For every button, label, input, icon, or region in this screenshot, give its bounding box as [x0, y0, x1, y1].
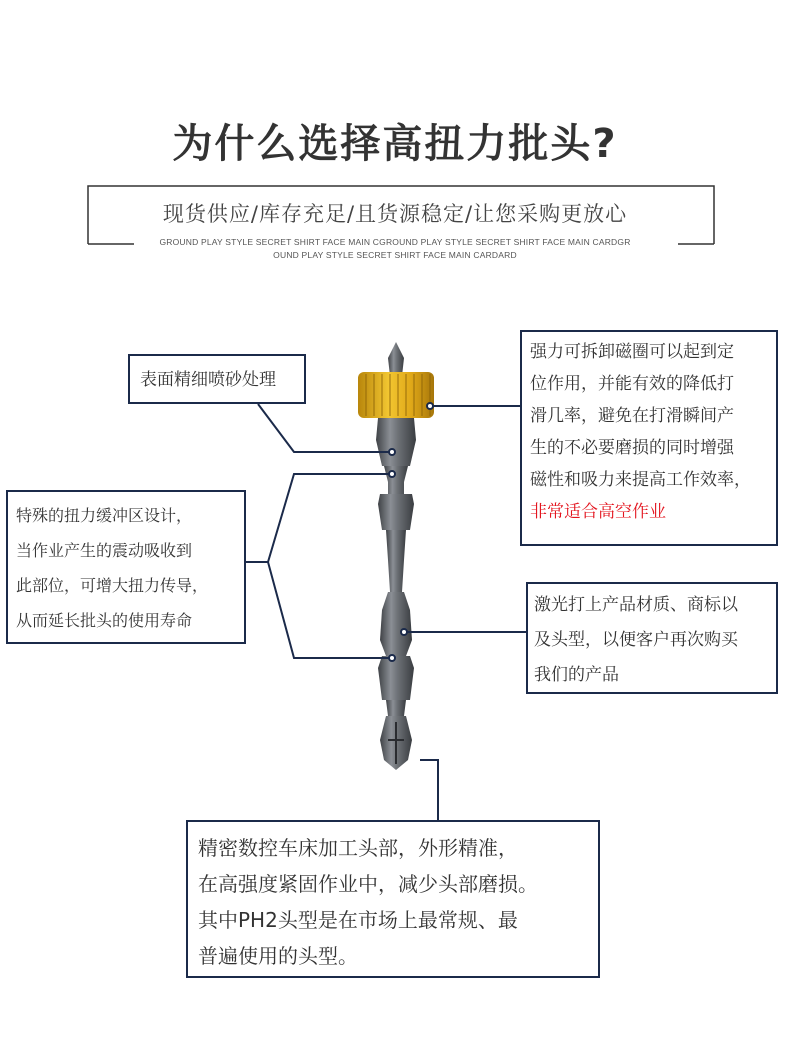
- callout-text: 特殊的扭力缓冲区设计，: [16, 506, 193, 525]
- callout-text: 磁性和吸力来提高工作效率，: [530, 470, 751, 490]
- screwdriver-bit-illustration: [358, 342, 434, 770]
- english-tagline: [150, 236, 640, 262]
- page-subtitle: 现货供应/库存充足/且货源稳定/让您采购更放心: [162, 202, 628, 226]
- callout-text: 当作业产生的震动吸收到: [16, 541, 193, 560]
- callout-text: 精密数控车床加工头部，外形精准，: [198, 836, 518, 860]
- callout-text: 强力可拆卸磁圈可以起到定: [530, 342, 734, 362]
- callout-text: 生的不必要磨损的同时增强: [530, 438, 734, 458]
- callout-text: 激光打上产品材质、商标以: [534, 595, 738, 615]
- page-title: 为什么选择高扭力批头?: [172, 121, 618, 167]
- callout-text: 在高强度紧固作业中，减少头部磨损。: [198, 872, 538, 896]
- callout-text: 普遍使用的头型。: [198, 944, 358, 968]
- callout-laser: [526, 582, 778, 694]
- callout-magnet: [520, 330, 778, 546]
- callout-highlight: 非常适合高空作业: [530, 502, 666, 522]
- callout-text: 我们的产品: [534, 665, 619, 685]
- callout-text: 及头型，以便客户再次购买: [534, 630, 738, 650]
- callout-text: 位作用，并能有效的降低打: [530, 374, 734, 394]
- callout-sandblast: [128, 354, 306, 404]
- english-tagline-line-2: OUND PLAY STYLE SECRET SHIRT FACE MAIN CARDARD: [273, 250, 517, 260]
- callout-text: 从而延长批头的使用寿命: [16, 611, 193, 630]
- callout-text: 滑几率，避免在打滑瞬间产: [530, 406, 734, 426]
- callout-cnc-head: [186, 820, 600, 978]
- callout-torsion: [6, 490, 246, 644]
- callout-text: 此部位，可增大扭力传导，: [16, 576, 209, 595]
- callout-text: 其中PH2头型是在市场上最常规、最: [198, 908, 518, 932]
- callout-text: 表面精细喷砂处理: [140, 370, 276, 390]
- english-tagline-line-1: GROUND PLAY STYLE SECRET SHIRT FACE MAIN CGROUND PLAY STYLE SECRET SHIRT FACE MAIN CARDGR: [159, 237, 631, 247]
